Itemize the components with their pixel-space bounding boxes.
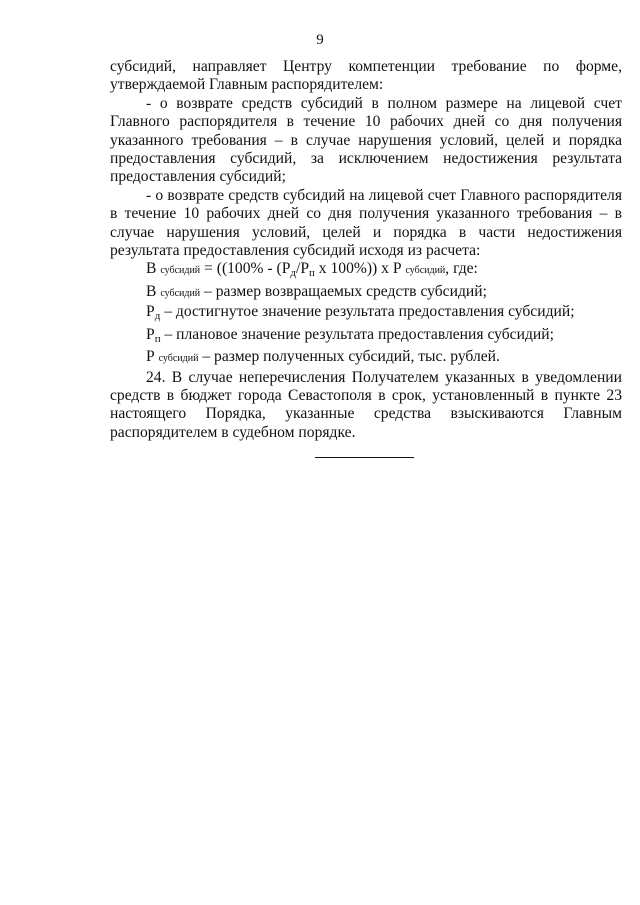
definition-b-text: – размер возвращаемых средств субсидий;	[200, 282, 487, 300]
definition-pd-subscript: д	[154, 310, 161, 323]
definition-pp-subscript: п	[154, 332, 161, 345]
definition-pd-symbol: Р	[146, 303, 155, 321]
definition-ps-symbol: Р	[146, 348, 155, 366]
formula-ps-subscript: субсидий	[405, 265, 446, 277]
document-body	[110, 58, 622, 442]
formula-pp-subscript: п	[309, 267, 315, 280]
paragraph-24: 24. В случае неперечисления Получателем указанных в уведомлении средств в бюджет города Севастополя в срок, установленный в пункте 23 настоящего Порядка, указанные средства взыскиваются Главным распорядителем в судебном порядке.	[110, 368, 622, 441]
page-number: 9	[316, 32, 324, 48]
definition-ps-text: – размер полученных субсидий, тыс. рублей.	[198, 348, 500, 366]
end-rule-line	[315, 457, 414, 458]
definition-pp	[110, 326, 622, 348]
formula-eq: = ((100% - (Р	[200, 260, 291, 278]
definition-ps	[110, 348, 622, 368]
formula-b-subscript: субсидий	[160, 265, 201, 277]
formula-b: В	[146, 260, 157, 278]
definition-pd	[110, 303, 622, 325]
formula-tail: , где:	[445, 260, 478, 278]
paragraph-full-return: - о возврате средств субсидий в полном размере на лицевой счет Главного распорядителя в течение 10 рабочих дней со дня получения указанного требования – в случае нарушения условий, целей и порядка предоставления субсидий, за исключением недостижения результата предоставления субсидий;	[110, 94, 622, 186]
definition-b-symbol: В	[146, 282, 157, 300]
formula-pd-subscript: д	[290, 267, 296, 280]
definition-b	[110, 283, 622, 303]
formula-mid: х 100%)) х Р	[314, 260, 402, 278]
definition-b-subscript: субсидий	[160, 287, 201, 299]
paragraph-continuation: субсидий, направляет Центру компетенции требование по форме, утверждаемой Главным распорядителем:	[110, 58, 622, 94]
definition-ps-subscript: субсидий	[158, 353, 199, 365]
definition-pp-text: – плановое значение результата предоставления субсидий;	[160, 325, 554, 343]
paragraph-partial-return: - о возврате средств субсидий на лицевой счет Главного распорядителя в течение 10 рабочих дней со дня получения указанного требования – в случае нарушения условий, целей и порядка в части недостижения результата предоставления субсидий исходя из расчета:	[110, 186, 622, 260]
definition-pp-symbol: Р	[146, 325, 155, 343]
definition-pd-text: – достигнутое значение результата предоставления субсидий;	[160, 303, 575, 321]
formula-slash: /Р	[295, 260, 309, 278]
formula-line	[110, 260, 622, 282]
